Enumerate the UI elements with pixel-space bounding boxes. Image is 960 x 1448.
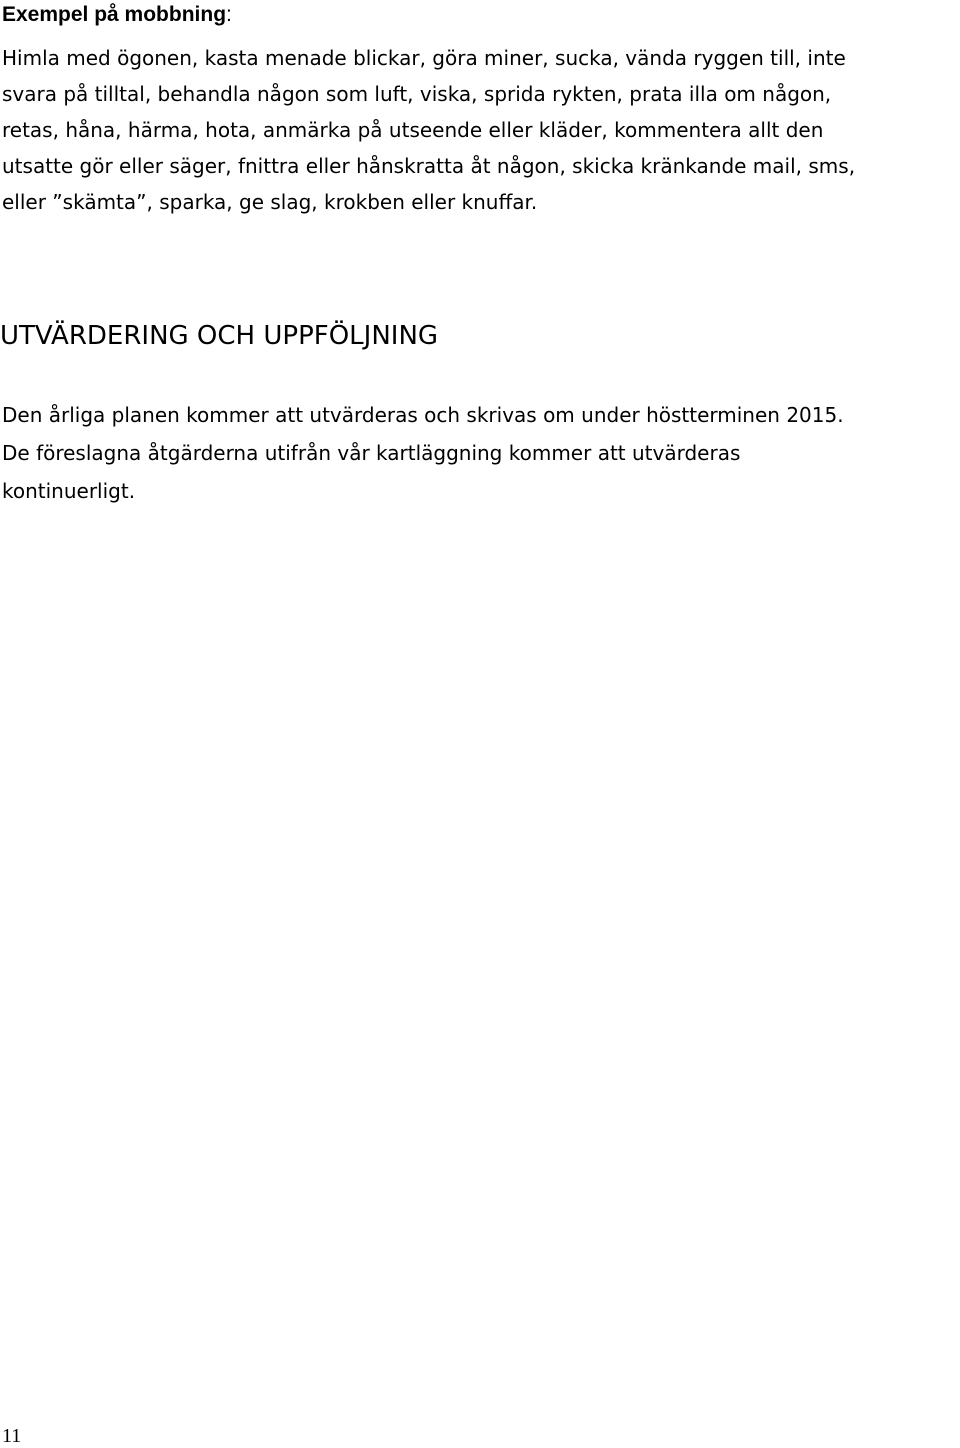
example-line: utsatte gör eller säger, fnittra eller hånskratta åt någon, skicka kränkande mail, sms,: [2, 154, 856, 178]
example-line: retas, håna, härma, hota, anmärka på utseende eller kläder, kommentera allt den: [2, 118, 824, 142]
example-paragraph: [2, 40, 958, 220]
example-heading: [2, 2, 232, 28]
evaluation-paragraph: [2, 396, 958, 510]
evaluation-line: De föreslagna åtgärderna utifrån vår kartläggning kommer att utvärderas: [2, 441, 741, 465]
example-heading-text: Exempel på mobbning: [2, 3, 227, 26]
example-heading-colon: :: [226, 3, 232, 26]
evaluation-heading: UTVÄRDERING OCH UPPFÖLJNING: [0, 321, 439, 351]
evaluation-line: kontinuerligt.: [2, 479, 136, 503]
example-line: Himla med ögonen, kasta menade blickar, göra miner, sucka, vända ryggen till, inte: [2, 46, 846, 70]
example-line: svara på tilltal, behandla någon som luft, viska, sprida rykten, prata illa om någon,: [2, 82, 832, 106]
evaluation-line: Den årliga planen kommer att utvärderas och skrivas om under höstterminen 2015.: [2, 403, 844, 427]
example-line: eller ”skämta”, sparka, ge slag, krokben eller knuffar.: [2, 190, 538, 214]
page-number: 11: [2, 1425, 22, 1447]
